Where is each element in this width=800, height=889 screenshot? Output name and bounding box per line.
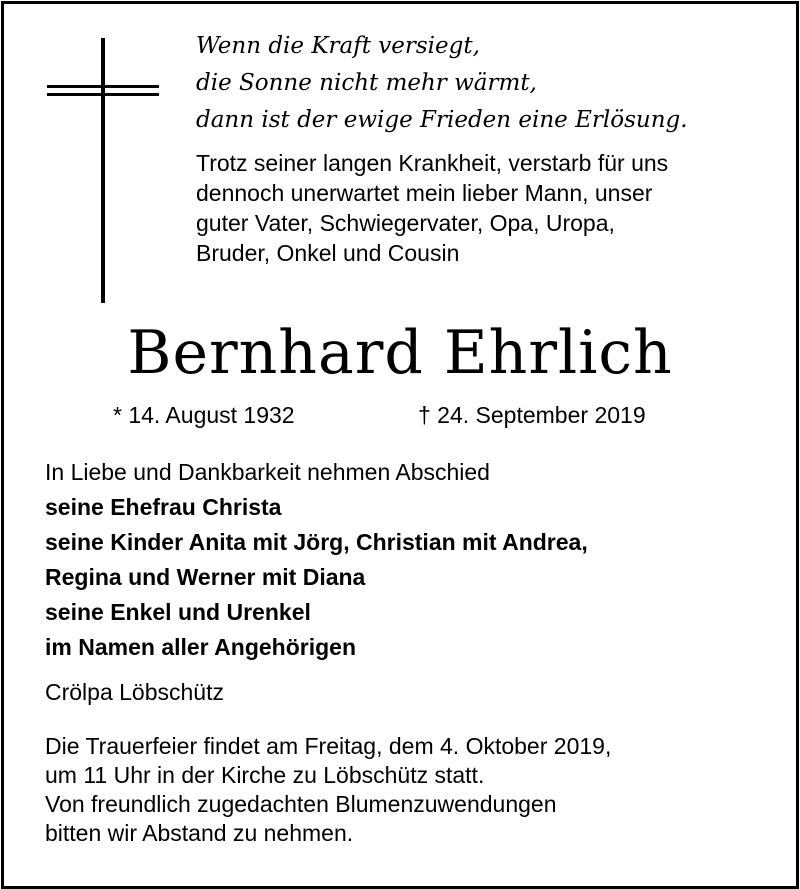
- deceased-name: Bernhard Ehrlich: [127, 318, 673, 388]
- place-names: Crölpa Löbschütz: [45, 679, 224, 705]
- death-date: † 24. September 2019: [418, 402, 646, 428]
- poem-line: die Sonne nicht mehr wärmt,: [196, 70, 537, 96]
- mourner-line: seine Ehefrau Christa: [45, 494, 282, 520]
- mourners-intro: In Liebe und Dankbarkeit nehmen Abschied: [45, 459, 490, 485]
- intro-text: [196, 148, 668, 268]
- poem: [196, 28, 688, 139]
- mourner-line: seine Enkel und Urenkel: [45, 599, 311, 625]
- mourner-line: seine Kinder Anita mit Jörg, Christian mit Andrea,: [45, 529, 588, 555]
- notice-line: Die Trauerfeier findet am Freitag, dem 4. Oktober 2019,: [45, 733, 612, 759]
- intro-line: guter Vater, Schwiegervater, Opa, Uropa,: [196, 210, 615, 236]
- intro-line: Bruder, Onkel und Cousin: [196, 240, 460, 266]
- birth-date: * 14. August 1932: [113, 402, 295, 428]
- notice-line: bitten wir Abstand zu nehmen.: [45, 820, 354, 846]
- mourner-line: im Namen aller Angehörigen: [45, 634, 356, 660]
- mourner-line: Regina und Werner mit Diana: [45, 564, 366, 590]
- mourners-block: [45, 455, 588, 665]
- poem-line: dann ist der ewige Frieden eine Erlösung.: [196, 107, 688, 133]
- intro-line: dennoch unerwartet mein lieber Mann, unser: [196, 180, 653, 206]
- notice-line: um 11 Uhr in der Kirche zu Löbschütz statt.: [45, 762, 485, 788]
- poem-line: Wenn die Kraft versiegt,: [196, 33, 480, 59]
- intro-line: Trotz seiner langen Krankheit, verstarb für uns: [196, 150, 669, 176]
- funeral-notice: [45, 732, 611, 848]
- notice-line: Von freundlich zugedachten Blumenzuwendungen: [45, 791, 557, 817]
